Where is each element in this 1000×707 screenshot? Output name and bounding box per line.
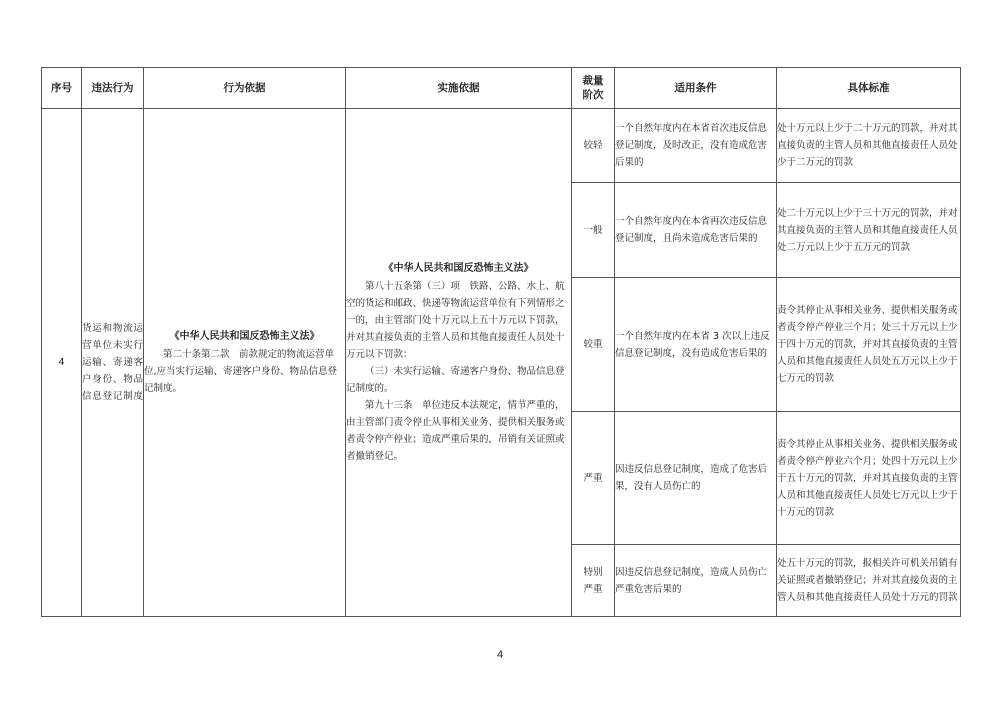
header-standard: 具体标准 xyxy=(777,68,961,109)
header-violation: 违法行为 xyxy=(82,68,144,109)
condition-cell: 因违反信息登记制度，造成了危害后果，没有人员伤亡的 xyxy=(615,412,777,545)
implementation-basis-cell xyxy=(346,109,572,617)
level-cell: 较轻 xyxy=(572,109,615,183)
table-header-row xyxy=(42,68,961,109)
condition-cell: 一个自然年度内在本省 3 次以上违反信息登记制度，没有造成危害后果的 xyxy=(615,278,777,412)
standard-cell: 处十万元以上少于二十万元的罚款，并对其直接负责的主管人员和其他直接责任人员处少于二万元的罚款 xyxy=(777,109,961,183)
level-cell: 较重 xyxy=(572,278,615,412)
header-basis: 行为依据 xyxy=(144,68,346,109)
page-number: 4 xyxy=(496,649,504,661)
basis-law-text: 第二十条第二款 前款规定的物流运营单位,应当实行运输、寄递客户身份、物品信息登记制度。 xyxy=(144,349,338,394)
basis-law-title: 《中华人民共和国反恐怖主义法》 xyxy=(169,331,320,342)
table-row xyxy=(42,109,961,183)
header-condition: 适用条件 xyxy=(615,68,777,109)
condition-cell: 一个自然年度内在本省再次违反信息登记制度，且尚未造成危害后果的 xyxy=(615,183,777,278)
standard-cell: 处五十万元的罚款，报相关许可机关吊销有关证照或者撤销登记；并对其直接负责的主管人员和其他直接责任人员处十万元的罚款 xyxy=(777,545,961,617)
level-cell: 特别严重 xyxy=(572,545,615,617)
standard-cell: 责令其停止从事相关业务、提供相关服务或者责令停产停业三个月；处三十万元以上少于四十万元的罚款，并对其直接负责的主管人员和其他直接责任人员处五万元以上少于七万元的罚款 xyxy=(777,278,961,412)
header-level: 裁量阶次 xyxy=(572,68,615,109)
header-index: 序号 xyxy=(42,68,82,109)
standard-cell: 责令其停止从事相关业务、提供相关服务或者责令停产停业六个月；处四十万元以上少于五十万元的罚款，并对其直接负责的主管人员和其他直接责任人员处七万元以上少于十万元的罚款 xyxy=(777,412,961,545)
standard-cell: 处二十万元以上少于三十万元的罚款，并对其直接负责的主管人员和其他直接责任人员处二万元以上少于五万元的罚款 xyxy=(777,183,961,278)
row-index: 4 xyxy=(42,109,82,617)
impl-paragraph: 第九十三条 单位违反本法规定，情节严重的，由主管部门责令停止从事相关业务、提供相关服务或者责令停产停业；造成严重后果的，吊销有关证照或者撤销登记。 xyxy=(346,400,565,462)
condition-cell: 一个自然年度内在本省首次违反信息登记制度，及时改正，没有造成危害后果的 xyxy=(615,109,777,183)
condition-cell: 因违反信息登记制度，造成人员伤亡严重危害后果的 xyxy=(615,545,777,617)
penalty-discretion-table xyxy=(41,67,961,617)
violation-text: 货运和物流运营单位未实行运输、寄递客户身份、物品信息登记制度 xyxy=(82,109,144,617)
behavior-basis-cell xyxy=(144,109,346,617)
impl-paragraph: 第八十五条第（三）项 铁路、公路、水上、航空的货运和邮政、快递等物流运营单位有下列情形之一的，由主管部门处十万元以上五十万元以下罚款，并对其直接负责的主管人员和其他直接责任人员处十万元以下罚款： xyxy=(346,281,565,360)
header-implementation: 实施依据 xyxy=(346,68,572,109)
level-cell: 一般 xyxy=(572,183,615,278)
level-cell: 严重 xyxy=(572,412,615,545)
impl-law-title: 《中华人民共和国反恐怖主义法》 xyxy=(383,263,534,274)
impl-paragraph: （三）未实行运输、寄递客户身份、物品信息登记制度的。 xyxy=(346,366,565,394)
